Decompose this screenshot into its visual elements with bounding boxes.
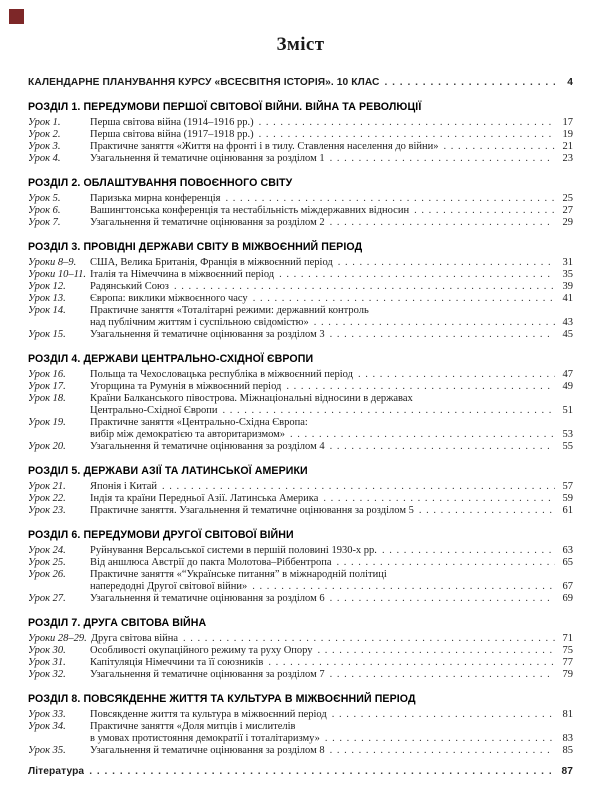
dot-leader	[332, 709, 555, 721]
toc-entry-line	[28, 329, 573, 341]
entry-page: 35	[562, 269, 573, 280]
toc-literature-item	[28, 766, 573, 778]
entry-label: Урок 12.	[28, 281, 66, 292]
entry-title: Узагальнення й тематичне оцінювання за розділом 4	[90, 441, 325, 452]
toc-entry-line	[28, 633, 573, 645]
section-entries	[28, 633, 573, 681]
entry-page: 65	[562, 557, 573, 568]
entry-title: Узагальнення й тематичне оцінювання за розділом 6	[90, 593, 325, 604]
entry-title: Друга світова війна	[90, 633, 179, 644]
entry-page: 43	[562, 317, 573, 328]
dot-leader	[323, 493, 555, 505]
entry-page: 53	[562, 429, 573, 440]
toc-front-item	[28, 77, 573, 89]
entry-page: 71	[562, 633, 573, 644]
section-entries	[28, 481, 573, 517]
dot-leader	[414, 205, 555, 217]
entry-page: 23	[562, 153, 573, 164]
section-entries	[28, 709, 573, 757]
entry-title: напередодні Другої світової війни»	[90, 581, 248, 592]
dot-leader	[330, 329, 555, 341]
toc-entry-line	[28, 405, 573, 417]
toc-entry-line	[28, 669, 573, 681]
toc-entry-line	[28, 657, 573, 669]
entry-page: 83	[562, 733, 573, 744]
toc-section	[28, 241, 573, 341]
entry-title: Японія і Китай	[90, 481, 158, 492]
entry-label: Урок 34.	[28, 721, 66, 732]
entry-label: Урок 31.	[28, 657, 66, 668]
entry-label: Урок 32.	[28, 669, 66, 680]
entry-title: в умовах протистояння демократії і тоталітаризму»	[90, 733, 320, 744]
dot-leader	[89, 766, 555, 778]
dot-leader	[259, 129, 555, 141]
dot-leader	[330, 593, 555, 605]
entry-title: Європа: виклики міжвоєнного часу	[90, 293, 248, 304]
dot-leader	[253, 293, 555, 305]
toc-entry-line	[28, 269, 573, 281]
entry-label: Урок 3.	[28, 141, 61, 152]
entry-label: Урок 30.	[28, 645, 66, 656]
dot-leader	[223, 405, 555, 417]
dot-leader	[290, 429, 555, 441]
entry-page: 81	[562, 709, 573, 720]
entry-label: Урок 2.	[28, 129, 61, 140]
entry-title: Практичне заняття «Життя на фронті і в тилу. Ставлення населення до війни»	[90, 141, 439, 152]
entry-page: 79	[562, 669, 573, 680]
entry-page: 27	[562, 205, 573, 216]
entry-page: 45	[562, 329, 573, 340]
entry-page: 69	[562, 593, 573, 604]
entry-label: Урок 23.	[28, 505, 66, 516]
entry-label: Урок 18.	[28, 393, 66, 404]
entry-title: Практичне заняття «Центрально-Східна Європа:	[90, 417, 308, 428]
toc-sections	[28, 101, 573, 757]
dot-leader	[330, 669, 555, 681]
section-entries	[28, 193, 573, 229]
entry-label: Урок 14.	[28, 305, 66, 316]
entry-label: Урок 21.	[28, 481, 66, 492]
toc-section	[28, 529, 573, 605]
entry-title: вибір між демократією та авторитаризмом»	[90, 429, 286, 440]
entry-title: Повсякденне життя та культура в міжвоєнний період	[90, 709, 327, 720]
dot-leader	[183, 633, 555, 645]
section-entries	[28, 257, 573, 341]
entry-label: Урок 7.	[28, 217, 61, 228]
entry-title: Узагальнення й тематичне оцінювання за розділом 3	[90, 329, 325, 340]
entry-page: 47	[562, 369, 573, 380]
entry-page: 55	[562, 441, 573, 452]
dot-leader	[358, 369, 555, 381]
entry-title: Узагальнення й тематичне оцінювання за розділом 2	[90, 217, 325, 228]
section-title: РОЗДІЛ 7. ДРУГА СВІТОВА ВІЙНА	[28, 617, 207, 629]
entry-page: 19	[562, 129, 573, 140]
entry-page: 67	[562, 581, 573, 592]
entry-title: Особливості окупаційного режиму та руху Опору	[90, 645, 313, 656]
entry-page: 59	[562, 493, 573, 504]
dot-leader	[338, 257, 555, 269]
toc-entry-line	[28, 369, 573, 381]
corner-mark	[9, 9, 24, 24]
toc-entry-line	[28, 381, 573, 393]
entry-label: Урок 5.	[28, 193, 61, 204]
entry-title: Узагальнення й тематичне оцінювання за розділом 8	[90, 745, 325, 756]
toc-entry-line	[28, 317, 573, 329]
dot-leader	[444, 141, 555, 153]
entry-title: Країни Балканського півострова. Міжнаціональні відносини в державах	[90, 393, 413, 404]
toc-literature-label: Література	[28, 766, 85, 777]
entry-label: Уроки 8–9.	[28, 257, 77, 268]
entry-label: Урок 20.	[28, 441, 66, 452]
section-title: РОЗДІЛ 1. ПЕРЕДУМОВИ ПЕРШОЇ СВІТОВОЇ ВІЙНИ. ВІЙНА ТА РЕВОЛЮЦІЇ	[28, 101, 422, 113]
entry-page: 25	[562, 193, 573, 204]
dot-leader	[382, 545, 555, 557]
entry-page: 77	[562, 657, 573, 668]
dot-leader	[252, 581, 555, 593]
dot-leader	[330, 745, 555, 757]
entry-label: Урок 19.	[28, 417, 66, 428]
entry-page: 61	[562, 505, 573, 516]
entry-label: Уроки 28–29.	[28, 633, 87, 644]
entry-title: Практичне заняття. Узагальнення й тематичне оцінювання за розділом 5	[90, 505, 414, 516]
section-title: РОЗДІЛ 3. ПРОВІДНІ ДЕРЖАВИ СВІТУ В МІЖВОЄННИЙ ПЕРІОД	[28, 241, 363, 253]
entry-label: Урок 4.	[28, 153, 61, 164]
toc-entry-line	[28, 257, 573, 269]
dot-leader	[318, 645, 555, 657]
dot-leader	[226, 193, 556, 205]
dot-leader	[314, 317, 555, 329]
entry-title: Практичне заняття «Тоталітарні режими: державний контроль	[90, 305, 369, 316]
entry-page: 75	[562, 645, 573, 656]
entry-page: 17	[562, 117, 573, 128]
entry-title: Радянський Союз	[90, 281, 169, 292]
toc-entry-line	[28, 545, 573, 557]
toc-literature-page: 87	[561, 766, 573, 777]
toc-entry-line	[28, 645, 573, 657]
toc-entry-line	[28, 557, 573, 569]
toc-front-item-page: 4	[567, 77, 573, 88]
toc-entry-line	[28, 441, 573, 453]
dot-leader	[325, 733, 555, 745]
dot-leader	[330, 441, 555, 453]
dot-leader	[268, 657, 555, 669]
entry-label: Урок 26.	[28, 569, 66, 580]
toc-entry-line	[28, 305, 573, 317]
dot-leader	[330, 217, 555, 229]
toc-front-item-label: КАЛЕНДАРНЕ ПЛАНУВАННЯ КУРСУ «ВСЕСВІТНЯ ІСТОРІЯ». 10 КЛАС	[28, 77, 380, 88]
entry-page: 49	[562, 381, 573, 392]
entry-title: Індія та країни Передньої Азії. Латинська Америка	[90, 493, 319, 504]
entry-page: 57	[562, 481, 573, 492]
entry-title: Польща та Чехословацька республіка в міжвоєнний період	[90, 369, 353, 380]
toc-section	[28, 101, 573, 165]
entry-page: 31	[562, 257, 573, 268]
toc-entry-line	[28, 129, 573, 141]
entry-title: США, Велика Британія, Франція в міжвоєнний період	[90, 257, 333, 268]
toc-section	[28, 177, 573, 229]
entry-label: Урок 24.	[28, 545, 66, 556]
section-entries	[28, 369, 573, 453]
toc-entry-line	[28, 193, 573, 205]
toc-entry-line	[28, 117, 573, 129]
entry-label: Урок 33.	[28, 709, 66, 720]
entry-title: Капітуляція Німеччини та її союзників	[90, 657, 264, 668]
toc-section	[28, 693, 573, 757]
entry-page: 85	[562, 745, 573, 756]
dot-leader	[279, 269, 555, 281]
entry-label: Урок 1.	[28, 117, 61, 128]
entry-title: Узагальнення й тематичне оцінювання за розділом 7	[90, 669, 325, 680]
toc-section	[28, 617, 573, 681]
entry-label: Урок 15.	[28, 329, 66, 340]
toc-entry-line	[28, 205, 573, 217]
entry-title: Перша світова війна (1917–1918 рр.)	[90, 129, 254, 140]
toc-section	[28, 353, 573, 453]
entry-page: 41	[562, 293, 573, 304]
entry-title: Паризька мирна конференція	[90, 193, 221, 204]
dot-leader	[286, 381, 555, 393]
entry-label: Урок 16.	[28, 369, 66, 380]
dot-leader	[259, 117, 555, 129]
section-title: РОЗДІЛ 5. ДЕРЖАВИ АЗІЇ ТА ЛАТИНСЬКОЇ АМЕРИКИ	[28, 465, 308, 477]
section-entries	[28, 545, 573, 605]
toc-entry-line	[28, 569, 573, 581]
toc-entry-line	[28, 593, 573, 605]
toc-section	[28, 465, 573, 517]
entry-label: Урок 17.	[28, 381, 66, 392]
toc-entry-line	[28, 745, 573, 757]
section-title: РОЗДІЛ 8. ПОВСЯКДЕННЕ ЖИТТЯ ТА КУЛЬТУРА В МІЖВОЄННИЙ ПЕРІОД	[28, 693, 416, 705]
toc-entry-line	[28, 493, 573, 505]
entry-page: 39	[562, 281, 573, 292]
toc-entry-line	[28, 417, 573, 429]
toc-entry-line	[28, 281, 573, 293]
entry-title: Перша світова війна (1914–1916 рр.)	[90, 117, 254, 128]
section-title: РОЗДІЛ 2. ОБЛАШТУВАННЯ ПОВОЄННОГО СВІТУ	[28, 177, 293, 189]
toc-entry-line	[28, 217, 573, 229]
dot-leader	[174, 281, 555, 293]
page-title: Зміст	[276, 34, 325, 55]
toc-entry-line	[28, 141, 573, 153]
toc-entry-line	[28, 709, 573, 721]
entry-title: Практичне заняття «“Українське питання” в міжнародній політиці	[90, 569, 387, 580]
section-title: РОЗДІЛ 4. ДЕРЖАВИ ЦЕНТРАЛЬНО-СХІДНОЇ ЄВРОПИ	[28, 353, 314, 365]
dot-leader	[330, 153, 555, 165]
toc-entry-line	[28, 153, 573, 165]
section-entries	[28, 117, 573, 165]
entry-page: 51	[562, 405, 573, 416]
toc-entry-line	[28, 429, 573, 441]
entry-title: Угорщина та Румунія в міжвоєнний період	[90, 381, 282, 392]
toc-entry-line	[28, 733, 573, 745]
toc-entry-line	[28, 293, 573, 305]
entry-page: 63	[562, 545, 573, 556]
entry-page: 21	[562, 141, 573, 152]
entry-title: над публічним життям і суспільною свідомістю»	[90, 317, 309, 328]
toc-entry-line	[28, 481, 573, 493]
toc-entry-line	[28, 581, 573, 593]
entry-label: Урок 22.	[28, 493, 66, 504]
entry-label: Урок 27.	[28, 593, 66, 604]
entry-label: Урок 13.	[28, 293, 66, 304]
entry-label: Урок 6.	[28, 205, 61, 216]
entry-title: Узагальнення й тематичне оцінювання за розділом 1	[90, 153, 325, 164]
entry-title: Практичне заняття «Доля митців і мислителів	[90, 721, 296, 732]
dot-leader	[162, 481, 555, 493]
entry-title: Вашингтонська конференція та нестабільність міждержавних відносин	[90, 205, 410, 216]
entry-label: Урок 35.	[28, 745, 66, 756]
entry-title: Центрально-Східної Європи	[90, 405, 218, 416]
entry-label: Урок 25.	[28, 557, 66, 568]
toc-entry-line	[28, 505, 573, 517]
entry-title: Італія та Німеччина в міжвоєнний період	[90, 269, 275, 280]
dot-leader	[419, 505, 555, 517]
section-title: РОЗДІЛ 6. ПЕРЕДУМОВИ ДРУГОЇ СВІТОВОЇ ВІЙНИ	[28, 529, 294, 541]
dot-leader	[384, 77, 555, 89]
entry-title: Від аншлюса Австрії до пакта Молотова–Ріббентропа	[90, 557, 332, 568]
toc-entry-line	[28, 721, 573, 733]
entry-title: Руйнування Версальської системи в першій половині 1930-х рр.	[90, 545, 377, 556]
entry-label: Уроки 10–11.	[28, 269, 87, 280]
toc-entry-line	[28, 393, 573, 405]
dot-leader	[337, 557, 556, 569]
entry-page: 29	[562, 217, 573, 228]
